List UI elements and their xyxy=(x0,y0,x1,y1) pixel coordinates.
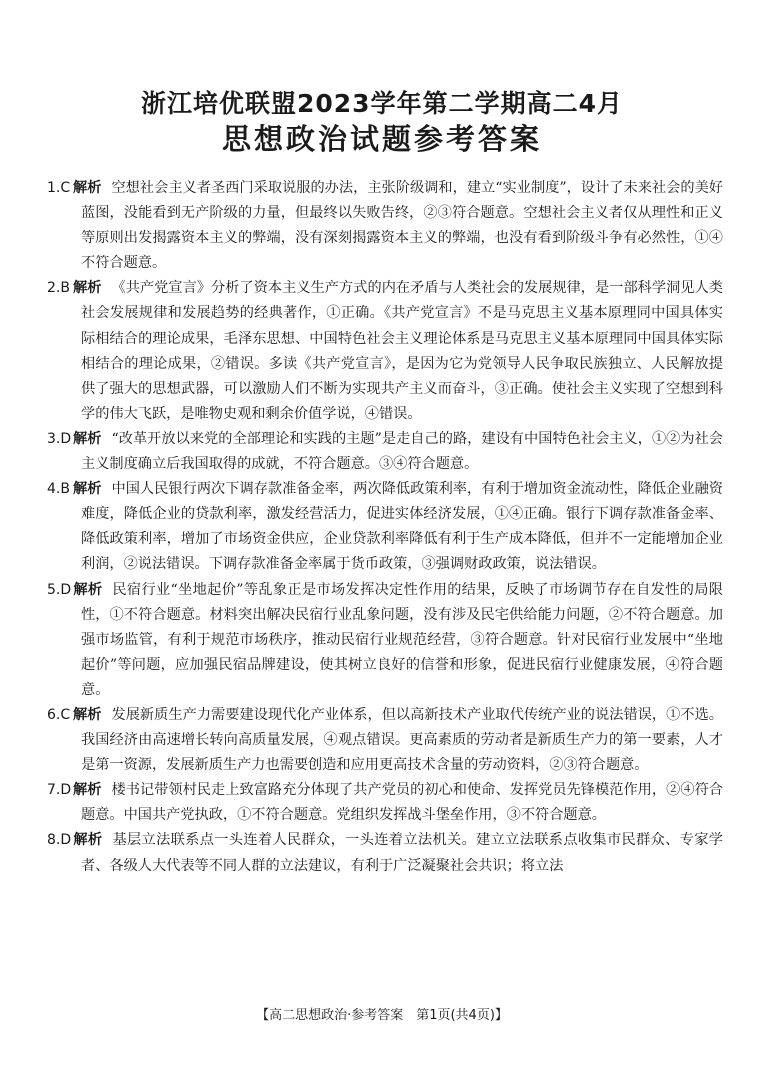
answer-number: 8.D xyxy=(47,832,72,849)
answer-list xyxy=(47,176,723,879)
answer-number: 5.D xyxy=(47,581,72,598)
analysis-label: 解析 xyxy=(73,430,102,447)
page-footer: 【高二思想政治·参考答案 第1页(共4页)】 xyxy=(256,1008,508,1023)
exam-title: 浙江培优联盟2023学年第二学期高二4月 xyxy=(141,89,623,118)
answer-text: 楼书记带领村民走上致富路充分体现了共产党员的初心和使命、发挥党员先锋模范作用，②④符合题意。中国共产党执政，①不符合题意。党组织发挥战斗堡垒作用，③不符合题意。 xyxy=(81,782,723,824)
answer-item-8 xyxy=(47,828,723,878)
analysis-label: 解析 xyxy=(73,782,102,799)
answer-item-3 xyxy=(47,427,723,477)
analysis-label: 解析 xyxy=(73,180,102,196)
answer-number: 7.D xyxy=(47,782,72,799)
answer-item-2 xyxy=(47,276,723,427)
answer-number: 4.B xyxy=(47,481,70,498)
answer-number: 1.C xyxy=(47,180,71,196)
answer-item-6 xyxy=(47,703,723,778)
answer-text: 《共产党宣言》分析了资本主义生产方式的内在矛盾与人类社会的发展规律，是一部科学洞见人类社会发展规律和发展趋势的经典著作，①正确。《共产党宣言》不是马克思主义基本原理同中国具体实际相结合的理论成果，毛泽东思想、中国特色社会主义理论体系是马克思主义基本原理同中国具体实际相结合的理论成果，②错误。多读《共产党宣言》，是因为它为党领导人民争取民族独立、人民解放提供了强大的思想武器，可以激励人们不断为实现共产主义而奋斗，③正确。使社会主义实现了空想到科学的伟大飞跃，是唯物史观和剩余价值学说，④错误。 xyxy=(81,280,723,422)
analysis-label: 解析 xyxy=(73,581,103,598)
answer-number: 3.D xyxy=(47,430,72,447)
answer-number: 2.B xyxy=(47,280,70,297)
analysis-label: 解析 xyxy=(73,706,102,723)
analysis-label: 解析 xyxy=(73,280,102,297)
answer-key-title: 思想政治试题参考答案 xyxy=(221,122,542,156)
answer-number: 6.C xyxy=(47,706,71,723)
analysis-label: 解析 xyxy=(73,832,103,849)
answer-item-4 xyxy=(47,477,723,577)
analysis-label: 解析 xyxy=(73,481,102,498)
answer-text: “改革开放以来党的全部理论和实践的主题”是走自己的路，建设有中国特色社会主义，①②为社会主义制度确立后我国取得的成就，不符合题意。③④符合题意。 xyxy=(81,430,723,473)
answer-text: 发展新质生产力需要建设现代化产业体系，但以高新技术产业取代传统产业的说法错误，①不选。我国经济由高速增长转向高质量发展，④观点错误。更高素质的劳动者是新质生产力的第一要素，人才是第一资源，发展新质生产力也需要创造和应用更高技术含量的劳动资料，②③符合题意。 xyxy=(81,706,723,774)
answer-text: 空想社会主义者圣西门采取说服的办法，主张阶级调和，建立“实业制度”，设计了未来社会的美好蓝图，没能看到无产阶级的力量，但最终以失败告终，②③符合题意。空想社会主义者仅从理性和正义等原则出发揭露资本主义的弊端，没有深刻揭露资本主义的弊端，也没有看到阶级斗争有必然性，①④不符合题意。 xyxy=(81,180,723,272)
answer-item-7 xyxy=(47,778,723,828)
answer-text: 基层立法联系点一头连着人民群众，一头连着立法机关。建立立法联系点收集市民群众、专家学者、各级人大代表等不同人群的立法建议，有利于广泛凝聚社会共识；将立法 xyxy=(81,832,723,874)
answer-text: 民宿行业“坐地起价”等乱象正是市场发挥决定性作用的结果，反映了市场调节存在自发性的局限性，①不符合题意。材料突出解决民宿行业乱象问题，没有涉及民宅供给能力问题，②不符合题意。加强市场监管，有利于规范市场秩序，推动民宿行业规范经营，③符合题意。针对民宿行业发展中“坐地起价”等问题，应加强民宿品牌建设，使其树立良好的信誉和形象，促进民宿行业健康发展，④符合题意。 xyxy=(81,581,723,698)
answer-item-1 xyxy=(47,176,723,276)
answer-item-5 xyxy=(47,578,723,703)
answer-text: 中国人民银行两次下调存款准备金率，两次降低政策利率，有利于增加资金流动性，降低企业融资难度，降低企业的贷款利率，激发经营活力，促进实体经济发展，①④正确。银行下调存款准备金率、降低政策利率，增加了市场资金供应，企业贷款利率降低有利于生产成本降低，但并不一定能增加企业利润，②说法错误。下调存款准备金率属于货币政策，③强调财政政策，说法错误。 xyxy=(81,481,723,573)
